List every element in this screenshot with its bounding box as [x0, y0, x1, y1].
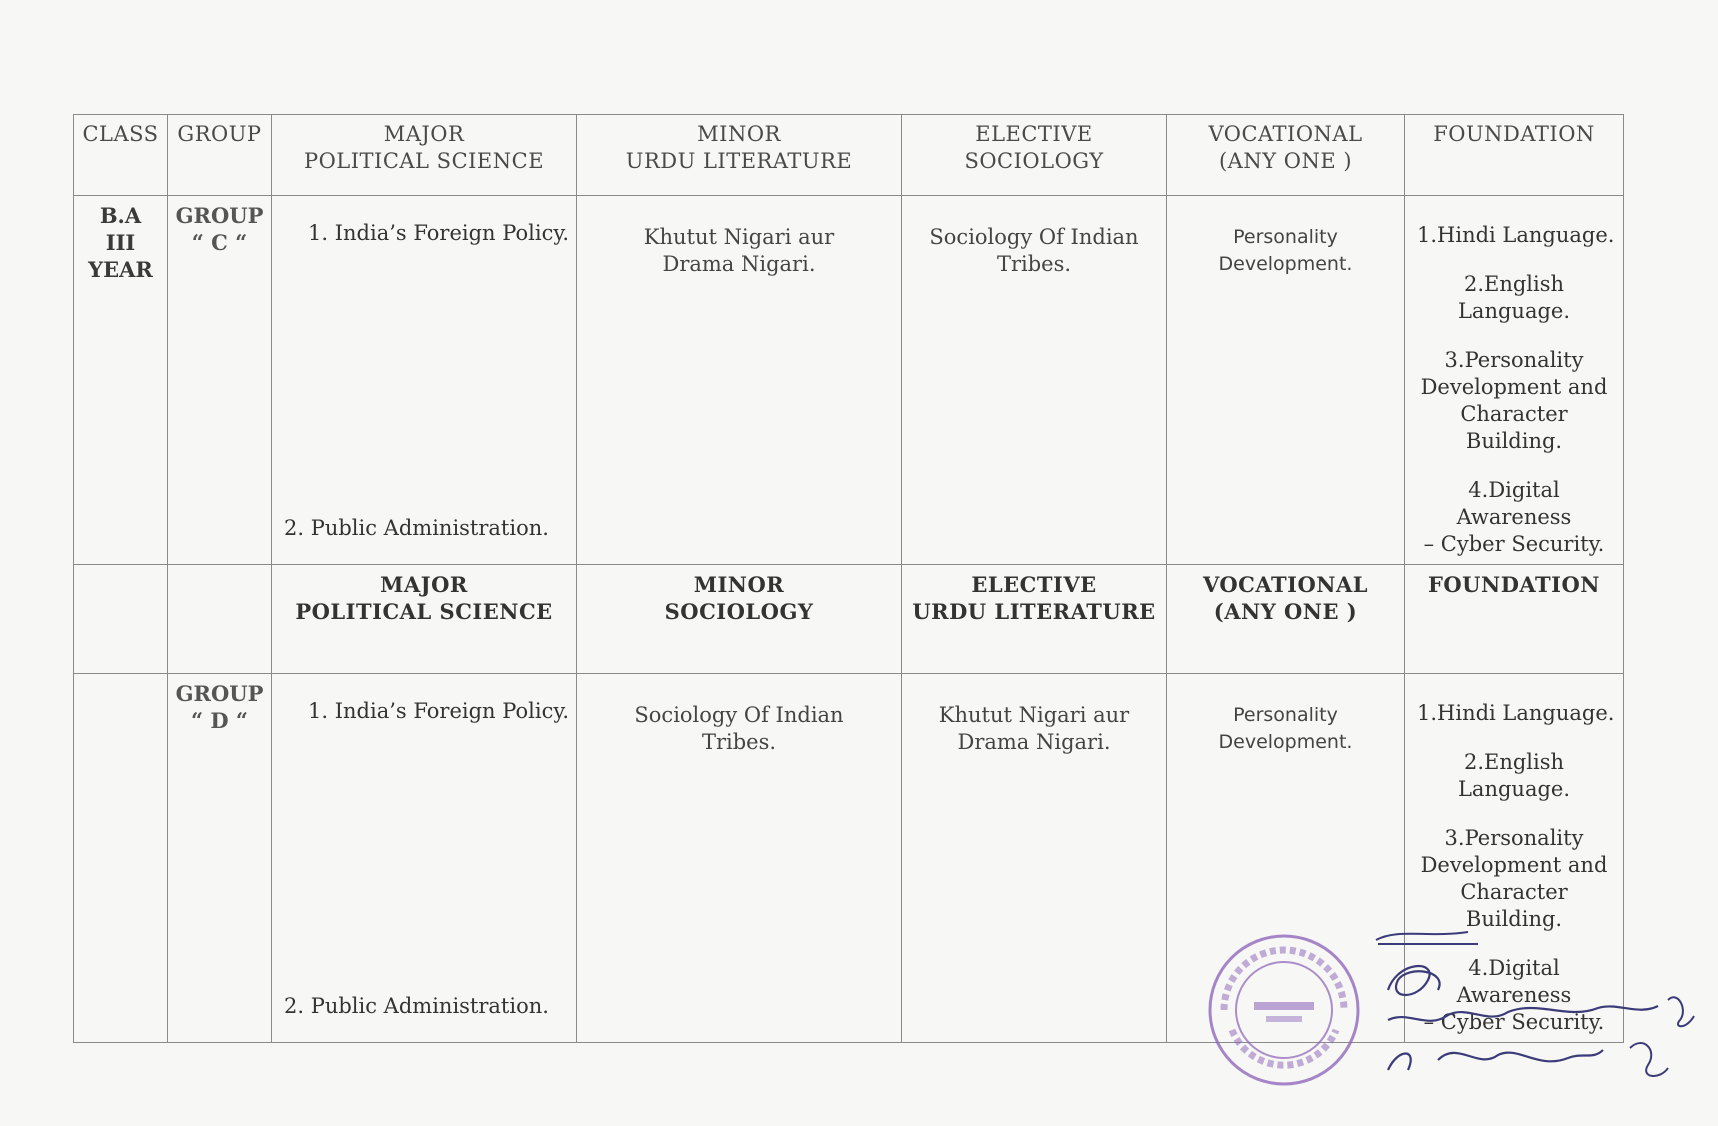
elective-cell: Khutut Nigari aur Drama Nigari. [902, 674, 1167, 1043]
class-cell [74, 674, 168, 1043]
header-row-1 [74, 115, 1624, 196]
elective-cell: Sociology Of Indian Tribes. [902, 196, 1167, 565]
header-elective: ELECTIVE URDU LITERATURE [902, 565, 1167, 674]
class-cell: B.A III YEAR [74, 196, 168, 565]
major-cell: 1. India’s Foreign Policy. 2. Public Administration. [272, 674, 577, 1043]
header-group: GROUP [168, 115, 272, 196]
group-cell: GROUP “ D “ [168, 674, 272, 1043]
header-major: MAJOR POLITICAL SCIENCE [272, 115, 577, 196]
group-c-row [74, 196, 1624, 565]
empty-cell [168, 565, 272, 674]
header-foundation: FOUNDATION [1405, 115, 1624, 196]
header-elective: ELECTIVE SOCIOLOGY [902, 115, 1167, 196]
header-row-2 [74, 565, 1624, 674]
header-major: MAJOR POLITICAL SCIENCE [272, 565, 577, 674]
major-cell: 1. India’s Foreign Policy. 2. Public Administration. [272, 196, 577, 565]
vocational-cell: Personality Development. [1167, 674, 1405, 1043]
minor-cell: Khutut Nigari aur Drama Nigari. [577, 196, 902, 565]
foundation-cell: 1.Hindi Language. 2.English Language. 3.Personality Development and Character Building. 4.Digital Awareness – Cyber Security. [1405, 674, 1624, 1043]
header-foundation: FOUNDATION [1405, 565, 1624, 674]
syllabus-table [73, 114, 1624, 1043]
college-seal-stamp [1204, 930, 1364, 1090]
header-minor: MINOR URDU LITERATURE [577, 115, 902, 196]
header-minor: MINOR SOCIOLOGY [577, 565, 902, 674]
header-vocational: VOCATIONAL (ANY ONE ) [1167, 115, 1405, 196]
handwritten-signatures [1368, 920, 1708, 1100]
minor-cell: Sociology Of Indian Tribes. [577, 674, 902, 1043]
empty-cell [74, 565, 168, 674]
group-cell: GROUP “ C “ [168, 196, 272, 565]
header-class: CLASS [74, 115, 168, 196]
foundation-cell: 1.Hindi Language. 2.English Language. 3.Personality Development and Character Building. 4.Digital Awareness – Cyber Security. [1405, 196, 1624, 565]
vocational-cell: Personality Development. [1167, 196, 1405, 565]
header-vocational: VOCATIONAL (ANY ONE ) [1167, 565, 1405, 674]
